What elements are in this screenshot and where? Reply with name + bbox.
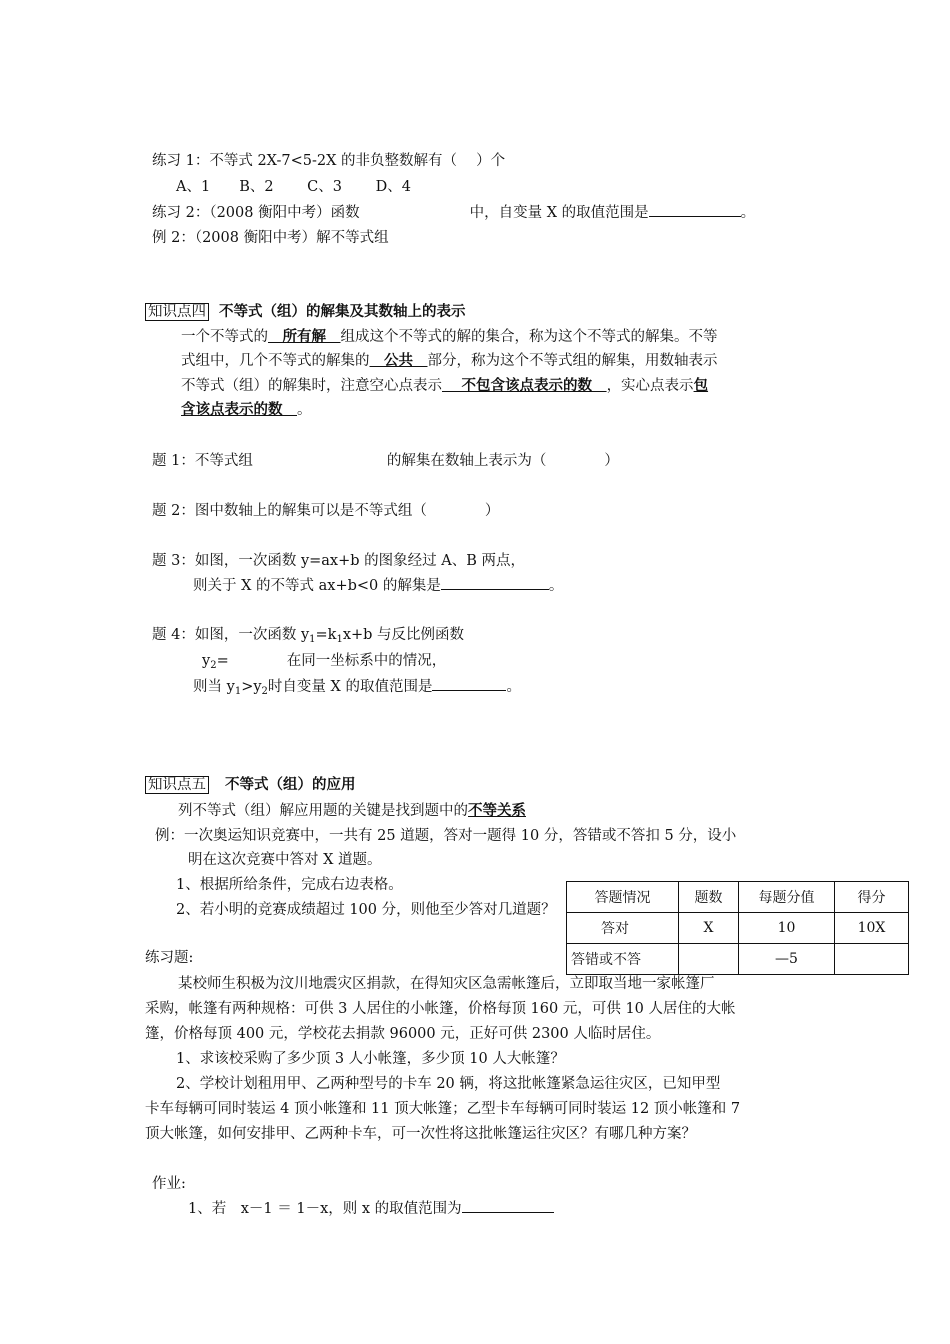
underlined-answer: 含该点表示的数	[181, 401, 297, 418]
table-cell: 答错或不答	[567, 944, 679, 975]
homework-heading: 作业:	[152, 1176, 186, 1192]
text: 式组中，几个不等式的解集的	[181, 353, 370, 369]
underlined-answer: 包	[693, 377, 709, 394]
text: 列不等式（组）解应用题的关键是找到题中的	[178, 803, 468, 819]
question-1	[152, 450, 619, 472]
text: x+b 与反比例函数	[342, 627, 465, 643]
text: y	[202, 653, 211, 669]
practice-2-prefix: 练习 2：（2008 衡阳中考）函数	[152, 205, 360, 221]
question-4-line-1	[152, 624, 464, 651]
table-header: 答题情况	[567, 882, 679, 913]
section4-line-4	[181, 399, 312, 421]
question-4-line-3	[193, 676, 521, 703]
table-cell: —5	[739, 944, 835, 975]
text: 在同一坐标系中的情况，	[286, 653, 447, 669]
practice-2-question	[152, 202, 755, 224]
section4-heading	[145, 301, 466, 323]
underlined-answer: 不等关系	[468, 802, 526, 819]
text: 题 4：如图，一次函数 y	[152, 627, 310, 643]
answer-blank[interactable]	[441, 575, 549, 590]
homework-item-1	[188, 1198, 554, 1220]
practice-1-options: A、1 B、2 C、3 D、4	[176, 179, 411, 195]
text: 。	[506, 679, 521, 695]
table-cell: 答对	[567, 913, 679, 944]
task-2: 2、若小明的竞赛成绩超过 100 分，则他至少答对几道题？	[176, 902, 556, 918]
text: ，实心点表示	[606, 378, 694, 394]
underlined-answer: 不包含该点表示的数	[442, 377, 607, 394]
section5-label: 知识点五	[145, 776, 209, 794]
practice-2-suffix: 中，自变量 X 的取值范围是	[469, 205, 649, 221]
table-cell: X	[679, 913, 739, 944]
text: 题 1：不等式组	[152, 453, 253, 469]
section4-line-2	[181, 350, 718, 372]
text: 组成这个不等式的解的集合，称为这个不等式的解集。不等	[340, 329, 718, 345]
section4-line-1	[181, 326, 718, 348]
text: 1、若 x－1 ＝ 1－x，则 x 的取值范围为	[188, 1201, 462, 1217]
text: 部分，称为这个不等式组的解集，用数轴表示	[427, 353, 718, 369]
text: =k	[315, 627, 337, 643]
text: 。	[548, 578, 564, 594]
practice-1-question: 练习 1：不等式 2X-7<5-2X 的非负整数解有（ ）个	[152, 153, 506, 169]
subscript: 2	[210, 660, 217, 671]
table-row	[567, 944, 909, 975]
section4-line-3	[181, 375, 708, 397]
section4-title: 不等式（组）的解集及其数轴上的表示	[219, 303, 466, 320]
subscript: 1	[336, 634, 343, 645]
section4-label: 知识点四	[145, 303, 209, 321]
exercises-heading: 练习题:	[145, 950, 194, 966]
answer-blank[interactable]	[432, 676, 506, 691]
answer-blank[interactable]	[649, 202, 741, 217]
answer-blank[interactable]	[462, 1198, 554, 1213]
exercise-line-2: 采购，帐篷有两种规格：可供 3 人居住的小帐篷，价格每顶 160 元，可供 10 人居住的大帐	[145, 1001, 736, 1017]
exercise-question-1: 1、求该校采购了多少顶 3 人小帐篷，多少顶 10 人大帐篷？	[176, 1051, 565, 1067]
text: 则关于 X 的不等式 ax+b<0 的解集是	[193, 578, 441, 594]
table-row	[567, 913, 909, 944]
question-2: 题 2：图中数轴上的解集可以是不等式组（ ）	[152, 503, 500, 519]
text: 时自变量 X 的取值范围是	[267, 679, 433, 695]
exercise-question-2-line-3: 顶大帐篷，如何安排甲、乙两种卡车，可一次性将这批帐篷运往灾区？有哪几种方案？	[145, 1126, 696, 1142]
question-4-line-2	[202, 650, 446, 677]
section5-intro	[178, 800, 526, 822]
table-header: 得分	[835, 882, 909, 913]
question-3-line-1: 题 3：如图，一次函数 y=ax+b 的图象经过 A、B 两点，	[152, 553, 525, 569]
text: 则当 y	[193, 679, 235, 695]
text: 一个不等式的	[181, 329, 268, 345]
section5-title: 不等式（组）的应用	[225, 776, 356, 793]
subscript: 2	[261, 686, 268, 697]
subscript: 1	[234, 686, 242, 697]
exercise-line-1: 某校师生积极为汶川地震灾区捐款，在得知灾区急需帐篷后，立即取当地一家帐篷厂	[178, 976, 715, 992]
underlined-answer: 公共	[369, 352, 428, 369]
table-header: 每题分值	[739, 882, 835, 913]
underlined-answer: 所有解	[268, 328, 341, 345]
exercise-question-2-line-2: 卡车每辆可同时装运 4 顶小帐篷和 11 顶大帐篷；乙型卡车每辆可同时装运 12 顶小帐篷和 7	[145, 1101, 741, 1117]
text: 的解集在数轴上表示为（ ）	[386, 453, 619, 469]
text: 不等式（组）的解集时，注意空心点表示	[181, 378, 442, 394]
text: >y	[241, 679, 262, 695]
table-cell[interactable]	[679, 944, 739, 975]
text: 。	[297, 402, 312, 418]
table-cell: 10	[739, 913, 835, 944]
table-header: 题数	[679, 882, 739, 913]
exercise-question-2-line-1: 2、学校计划租用甲、乙两种型号的卡车 20 辆，将这批帐篷紧急运往灾区，已知甲型	[176, 1076, 721, 1092]
example-2: 例 2：（2008 衡阳中考）解不等式组	[152, 230, 389, 246]
score-table	[566, 881, 909, 975]
table-header-row	[567, 882, 909, 913]
section5-heading	[145, 774, 356, 796]
table-cell[interactable]	[835, 944, 909, 975]
table-cell: 10X	[835, 913, 909, 944]
example-line-1: 例：一次奥运知识竞赛中，一共有 25 道题，答对一题得 10 分，答错或不答扣 5 分，设小	[155, 828, 737, 844]
example-line-2: 明在这次竞赛中答对 X 道题。	[188, 852, 382, 868]
question-3-line-2	[193, 575, 563, 597]
task-1: 1、根据所给条件，完成右边表格。	[176, 877, 403, 893]
exercise-line-3: 篷，价格每顶 400 元，学校花去捐款 96000 元，正好可供 2300 人临时居住。	[145, 1026, 661, 1042]
subscript: 1	[309, 634, 316, 645]
practice-2-end: 。	[740, 205, 756, 221]
text: =	[216, 653, 229, 669]
